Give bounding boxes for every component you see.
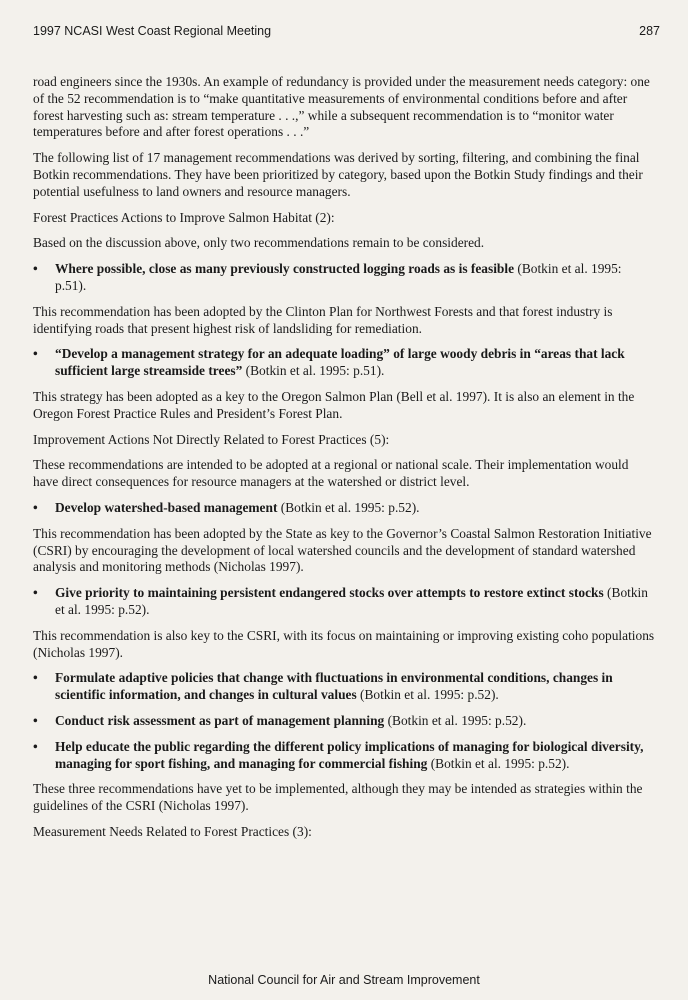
citation: (Botkin et al. 1995: p.52). (55, 585, 648, 617)
section-heading: Measurement Needs Related to Forest Practices (3): (33, 823, 312, 839)
paragraph: The following list of 17 management recommendations was derived by sorting, filtering, and combining the final Botkin recommendations. They have been prioritized by category, based upon the Botkin Study findings and their potential usefulness to land owners and resource managers. (33, 150, 643, 199)
list-item (33, 585, 655, 619)
recommendation-bold: Where possible, close as many previously constructed logging roads as is feasible (55, 261, 515, 277)
citation: (Botkin et al. 1995: p.51). (242, 363, 385, 379)
bullet-marker: • (33, 261, 38, 277)
page-header (33, 24, 660, 38)
recommendation-bold: Give priority to maintaining persistent endangered stocks over attempts to restore extinct stocks (55, 585, 604, 601)
list-item (33, 670, 655, 704)
recommendation-bold: Help educate the public regarding the different policy implications of managing for biological diversity, managing for sport fishing, and managing for commercial fishing (55, 738, 644, 771)
paragraph: This recommendation has been adopted by the State as key to the Governor’s Coastal Salmon Restoration Initiative (CSRI) by encouraging the development of local watershed councils and the development of standard watershed analysis and monitoring methods (Nicholas 1997). (33, 525, 652, 575)
recommendation-bold: “Develop a management strategy for an adequate loading” of large woody debris in “areas that lack sufficient large streamside trees” (55, 346, 625, 379)
list-item (33, 261, 655, 295)
citation: (Botkin et al. 1995: p.52). (427, 755, 570, 771)
list-item (33, 500, 655, 517)
citation: (Botkin et al. 1995: p.52). (277, 499, 420, 515)
bullet-marker: • (33, 499, 38, 515)
list-item (33, 739, 655, 773)
paragraph: Based on the discussion above, only two recommendations remain to be considered. (33, 235, 485, 251)
section-heading: Improvement Actions Not Directly Related to Forest Practices (5): (33, 431, 390, 447)
paragraph: This recommendation has been adopted by the Clinton Plan for Northwest Forests and that forest industry is identifying roads that present highest risk of landsliding for remediation. (33, 303, 613, 336)
bullet-marker: • (33, 346, 38, 362)
list-item (33, 713, 655, 730)
recommendation-bold: Conduct risk assessment as part of management planning (55, 712, 385, 728)
page-number: 287 (639, 24, 660, 38)
paragraph: These three recommendations have yet to be implemented, although they may be intended as strategies within the guidelines of the CSRI (Nicholas 1997). (33, 781, 643, 814)
page-content (33, 74, 655, 850)
header-title: 1997 NCASI West Coast Regional Meeting (33, 24, 272, 38)
bullet-marker: • (33, 585, 38, 601)
section-heading: Forest Practices Actions to Improve Salmon Habitat (2): (33, 209, 335, 225)
paragraph: road engineers since the 1930s. An example of redundancy is provided under the measurement needs category: one of the 52 recommendation is to “make quantitative measurements of environmental conditions before and after forest harvesting such as: stream temperature . . .,” while a subsequent recommendation is to “monitor water temperatures before and after forest operations . . .” (33, 74, 650, 140)
page-footer: National Council for Air and Stream Improvement (208, 973, 480, 987)
bullet-marker: • (33, 712, 38, 728)
citation: (Botkin et al. 1995: p.52). (356, 687, 499, 703)
paragraph: This strategy has been adopted as a key to the Oregon Salmon Plan (Bell et al. 1997). It is also an element in the Oregon Forest Practice Rules and President’s Forest Plan. (33, 388, 635, 421)
recommendation-bold: Formulate adaptive policies that change with fluctuations in environmental conditions, changes in scientific information, and changes in cultural values (55, 670, 613, 703)
citation: (Botkin et al. 1995: p.52). (384, 712, 527, 728)
paragraph: This recommendation is also key to the CSRI, with its focus on maintaining or improving existing coho populations (Nicholas 1997). (33, 627, 655, 660)
recommendation-bold: Develop watershed-based management (55, 499, 278, 515)
bullet-marker: • (33, 738, 38, 754)
list-item (33, 346, 655, 380)
paragraph: These recommendations are intended to be adopted at a regional or national scale. Their implementation would have direct consequences for resource managers at the watershed or district level. (33, 457, 629, 490)
citation: (Botkin et al. 1995: p.51). (55, 261, 622, 293)
bullet-marker: • (33, 670, 38, 686)
